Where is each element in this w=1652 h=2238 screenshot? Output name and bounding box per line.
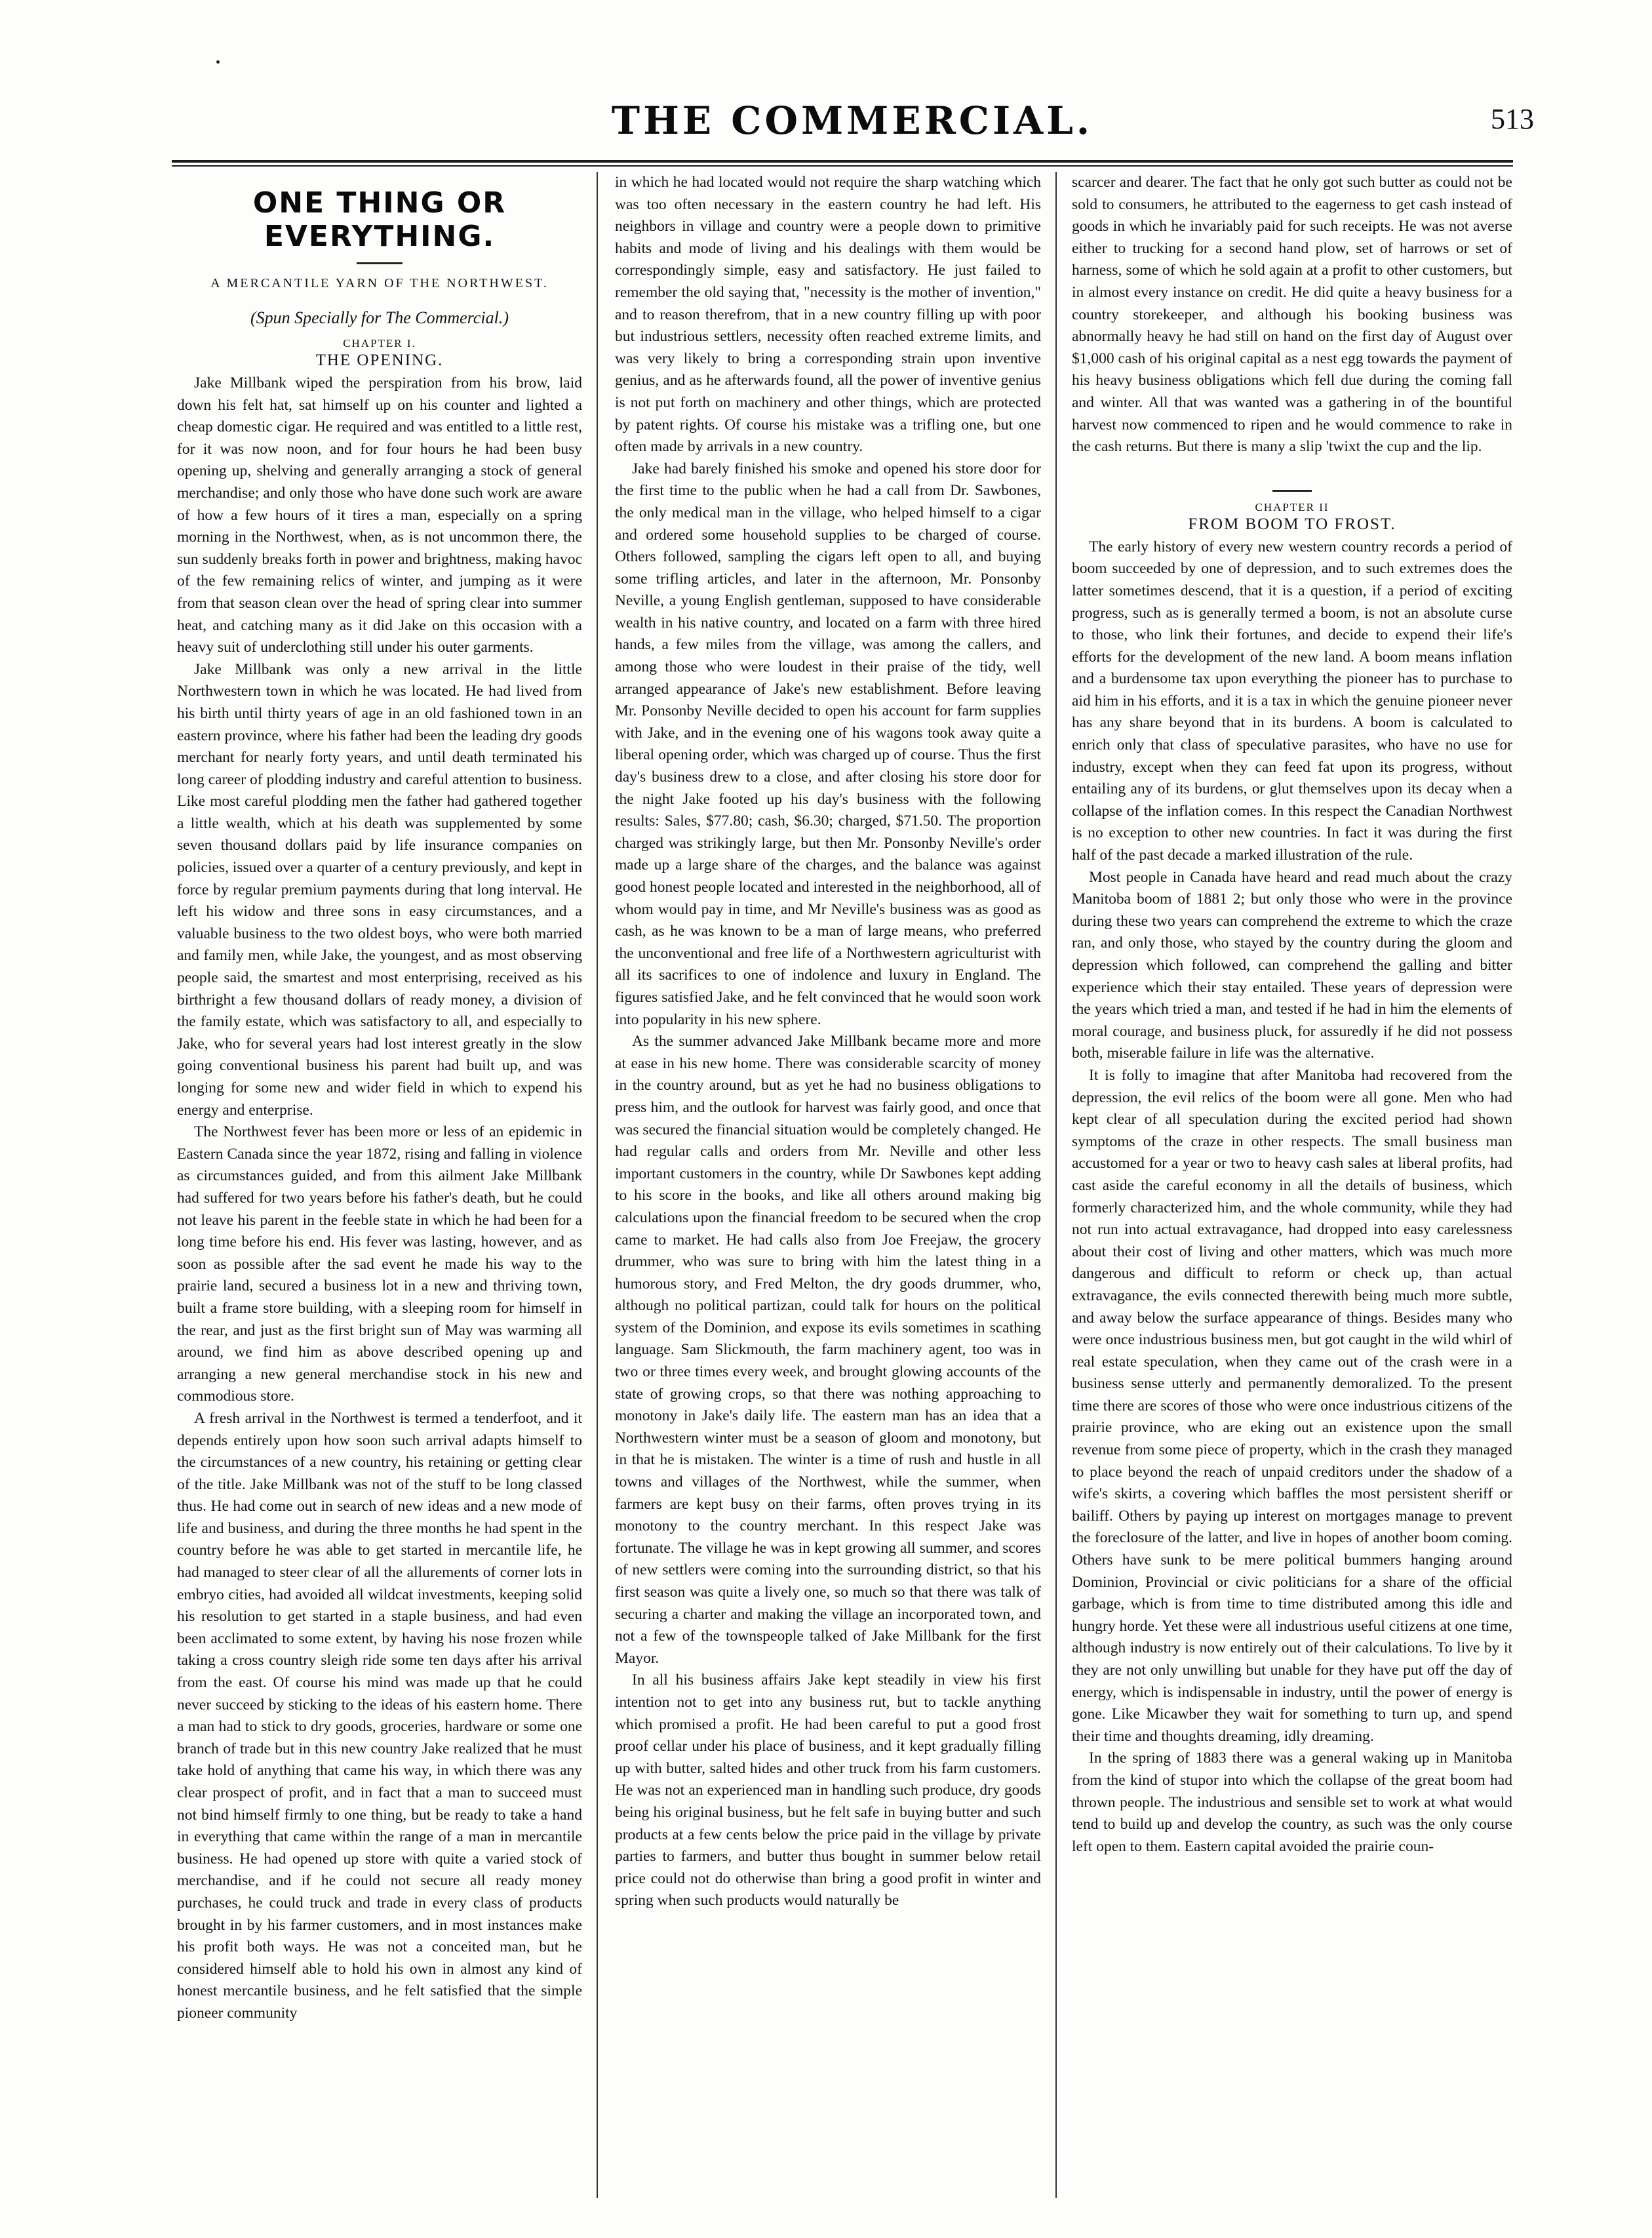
paragraph: The Northwest fever has been more or less of an epidemic in Eastern Canada since the year 1872, rising and falling in violence as circumstances guided, and from this ailment Jake Millbank had suffered for two years before his father's death, but he could not leave his parent in the feeble state in which he had been for a long time before his end. His fever was lasting, however, and as soon as possible after the sad event he made his way to the prairie land, secured a business lot in a new and thriving town, built a frame store building, with a sleeping room for himself in the rear, and just as the first bright sun of May was warming all around, we find him as above described opening up and arranging a new general merchandise stock in his new and commodious store. xyxy=(177,1123,582,1405)
paragraph: Jake Millbank was only a new arrival in the little Northwestern town in which he was located. He had lived from his birth until thirty years of age in an old fashioned town in an eastern province, where his father had been the leading dry goods merchant for nearly forty years, and until death terminated his long career of plodding industry and careful attention to business. Like most careful plodding men the father had gathered together a little wealth, which at his death was supplemented by some seven thousand dollars paid by life insurance companies on policies, issued over a quarter of a century previously, and kept in force by regular premium payments during that long interval. He left his widow and three sons in easy circumstances, and a valuable business to the two oldest boys, who were both married and family men, while Jake, the youngest, and as most observing people said, the smartest and most enterprising, received as his birthright a few thousand dollars of ready money, a division of the family estate, which was satisfactory to all, and especially to Jake, who for several years had lost interest greatly in the slow going conventional business his parent had built up, and was longing for some new and wider field in which to expend his energy and enterprise. xyxy=(177,660,582,1119)
masthead xyxy=(170,98,1534,151)
chapter-label: CHAPTER I. xyxy=(343,337,416,350)
story-title: ONE THING OR EVERYTHING. xyxy=(252,186,507,253)
story-byline: (Spun Specially for The Commercial.) xyxy=(250,308,509,327)
title-rule xyxy=(357,262,403,264)
column-divider xyxy=(1055,172,1057,2198)
paragraph: Jake had barely finished his smoke and opened his store door for the first time to the public when he had a call from Dr. Sawbones, the only medical man in the village, who helped himself to a cigar and ordered some household supplies to be charged of course. Others followed, sampling the cigars left open to all, and buying some trifling articles, and later in the afternoon, Mr. Ponsonby Neville, a young English gentleman, supposed to have considerable wealth in his native country, and located on a farm with three hired hands, a few miles from the village, was among the callers, and among those who were loudest in their praise of the tidy, well arranged appearance of Jake's new establishment. Before leaving Mr. Ponsonby Neville decided to open his account for farm supplies with Jake, and in the evening one of his wagons took away quite a liberal opening order, which was charged up of course. Thus the first day's business drew to a close, and after closing his store door for the night Jake footed up his day's business with the following results: Sales, $77.80; cash, $6.30; charged, $71.50. The proportion charged was strikingly large, but then Mr. Ponsonby Neville's order made up a large share of the charges, and the balance was against good honest people located and interested in the neighborhood, all of whom would pay in time, and Mr Neville's business was as good as cash, as he was known to be a man of large means, who preferred the unconventional and free life of a Northwestern agriculturist with all its sacrifices to one of indolence and luxury in England. The figures satisfied Jake, and he felt convinced that he would soon work into popularity in his new sphere. xyxy=(615,460,1041,1028)
chapter-title: THE OPENING. xyxy=(315,351,444,369)
paragraph: scarcer and dearer. The fact that he only got such butter as could not be sold to consumers, he attributed to the eagerness to get cash instead of goods in which he invariably paid for such receipts. He was not averse either to trucking for a second hand plow, set of harrows or set of harness, some of which he sold again at a profit to other customers, but in almost every instance on credit. He did quite a heavy business for a country storekeeper, and although his booking business was abnormally heavy he had still on hand on the first day of August over $1,000 cash of his original capital as a nest egg towards the payment of his heavy business obligations which fell due during the coming fall and winter. All that was wanted was a gathering in of the bountiful harvest now commenced to ripen and he would commence to rake in the cash returns. But there is many a slip 'twixt the cup and the lip. xyxy=(1072,174,1512,456)
section-gap xyxy=(1072,458,1512,490)
paragraph: In the spring of 1883 there was a general waking up in Manitoba from the kind of stupor into which the collapse of the great boom had thrown people. The industrious and sensible set to work at what would tend to build up and develop the country, as such was the only course left open to them. Eastern capital avoided the prairie coun- xyxy=(1072,1749,1512,1855)
print-speck xyxy=(216,60,220,64)
paragraph: Most people in Canada have heard and read much about the crazy Manitoba boom of 1881 2; but only those who were in the province during these two years can comprehend the extreme to which the craze ran, and only those, who stayed by the country during the gloom and depression which followed, can comprehend the galling and bitter experience which their stay entailed. These years of depression were the years which tried a man, and tested if he had in him the elements of moral courage, and business pluck, for assuredly if he did not possess both, miserable failure in life was the alternative. xyxy=(1072,868,1512,1062)
paragraph: Jake Millbank wiped the perspiration from his brow, laid down his felt hat, sat himself up on his counter and lighted a cheap domestic cigar. He required and was entitled to a little rest, for it was now noon, and for four hours he had been busy opening up, shelving and generally arranging a stock of general merchandise; and only those who have done such work are aware of how a few hours of it tires a man, especially on a spring morning in the Northwest, when, as is not uncommon there, the sun suddenly breaks forth in power and brightness, making havoc of the few remaining relics of winter, and jumping as it were from that season clean over the head of spring clear into summer heat, and catching many as it did Jake on this occasion with a heavy suit of underclothing still under his outer garments. xyxy=(177,374,582,656)
paragraph: It is folly to imagine that after Manitoba had recovered from the depression, the evil relics of the boom were all gone. Men who had kept clear of all speculation during the excited period had shown symptoms of the craze in other respects. The small business man accustomed for a year or two to heavy cash sales at liberal profits, had cast aside the careful economy in all the details of business, which formerly characterized him, and the whole community, while they had not run into actual extravagance, had dropped into easy carelessness about their cost of living and other matters, which was much more dangerous and difficult to reform or check up, than actual extravagance, the evils connected therewith being much more subtle, and away below the surface appearance of things. Besides many who were once industrious business men, but got caught in the wild whirl of real estate speculation, when they came out of the crash were in a business sense utterly and permanently demoralized. To the present time there are scores of those who were once industrious citizens of the prairie province, who are eking out an existence upon the small revenue from some piece of property, which in the crash they managed to place beyond the reach of unpaid creditors under the shadow of a wife's skirts, a covering which baffles the most persistent sheriff or bailiff. Others by paying up interest on mortgages manage to prevent the foreclosure of the latter, and live in hopes of another boom coming. Others have sunk to be mere political bummers hanging around Dominion, Provincial or civic politicians for a share of the official garbage, which is from time to time distributed among this idle and hungry horde. Yet these were all industrious useful citizens at one time, although industry is now entirely out of their calculations. To live by it they are not only unwilling but unable for they have put off the day of energy, which is indispensable in industry, until the power of energy is gone. Like Micawber they wait for something to turn up, and spend their time and thoughts dreaming, idly dreaming. xyxy=(1072,1066,1512,1745)
paragraph: A fresh arrival in the Northwest is termed a tenderfoot, and it depends entirely upon how soon such arrival adapts himself to the circumstances of a new country, his retaining or getting clear of the title. Jake Millbank was not of the stuff to be long classed thus. He had come out in search of new ideas and a new mode of life and business, and during the three months he had spent in the country before he was able to get started in mercantile life, he had managed to steer clear of all the allurements of corner lots in embryo cities, had avoided all wildcat investments, keeping solid his resolution to get started in a staple business, and had even been acclimated to some extent, by having his nose frozen while taking a cross country sleigh ride some ten days after his arrival from the east. Of course his mind was made up that he could never succeed by sticking to the ideas of his eastern home. There a man had to stick to dry goods, groceries, hardware or some one branch of trade but in this new country Jake realized that he must take hold of anything that came his way, in which there was any clear prospect of profit, and in fact that a man to succeed must not bind himself firmly to one thing, but be ready to take a hand in everything that came within the range of a man in mercantile business. He had opened up store with quite a varied stock of merchandise, and if he could not secure all ready money purchases, he could truck and trade in every class of products brought in by his farmer customers, and in most instances make his profit both ways. He was not a conceited man, but he considered himself able to hold his own in almost any kind of honest mercantile business, and he felt satisfied that the simple pioneer community xyxy=(177,1409,582,2022)
story-subtitle: A MERCANTILE YARN OF THE NORTHWEST. xyxy=(210,276,549,290)
column-2 xyxy=(615,172,1041,2205)
paragraph: As the summer advanced Jake Millbank became more and more at ease in his new home. There was considerable scarcity of money in the country around, but as yet he had no business obligations to press him, and the outlook for harvest was fairly good, and once that was secured the financial situation would be completely changed. He had regular calls and orders from Mr. Neville and other less important customers in the country, while Dr Sawbones kept adding to his score in the books, and like all others around making big calculations upon the financial freedom to be secured when the crop came to market. He had calls also from Joe Freejaw, the grocery drummer, who was sure to bring with him the latest thing in a humorous story, and Fred Melton, the dry goods drummer, who, although no political partizan, could talk for hours on the political system of the Dominion, and expose its evils sometimes in scathing language. Sam Slickmouth, the farm machinery agent, too was in two or three times every week, and brought glowing accounts of the state of growing crops, so that there was nothing approaching to monotony in Jake's daily life. The eastern man has an idea that a Northwestern winter must be a season of gloom and monotony, but in that he is mistaken. The winter is a time of rush and hustle in all towns and villages of the Northwest, while the summer, when farmers are kept busy on their farms, often proves trying in its monotony to the country merchant. In this respect Jake was fortunate. The village he was in kept growing all summer, and scores of new settlers were coming into the surrounding district, so that his first season was quite a lively one, so much so that there was talk of securing a charter and making the village an incorporated town, and not a few of the townspeople talked of Jake Millbank for the first Mayor. xyxy=(615,1033,1041,1667)
masthead-title: THE COMMERCIAL. xyxy=(611,98,1093,143)
column-1 xyxy=(177,172,582,2205)
paragraph: The early history of every new western country records a period of boom succeeded by one of depression, and to such extremes does the latter sometimes descend, that it is a question, if a period of exciting progress, such as is generally termed a boom, is not an absolute curse to those, who link their fortunes, and decide to expend their life's efforts for the development of the new land. A boom means inflation and a burdensome tax upon everything the pioneer has to purchase to aid him in his efforts, and it is a tax in which the genuine pioneer never has any share beyond that in its burdens. A boom is calculated to enrich only that class of speculative parasites, who have no use for industry, except when they can feed fat upon its progress, without entailing any of its burdens, or glut themselves upon its decay when a collapse of the inflation comes. In this respect the Canadian Northwest is no exception to other new countries. In fact it was during the first half of the past decade a marked illustration of the rule. xyxy=(1072,538,1512,864)
page-number: 513 xyxy=(1491,103,1534,135)
paragraph: In all his business affairs Jake kept steadily in view his first intention not to get into any business rut, but to tackle anything which promised a profit. He had been careful to put a good frost proof cellar under his place of business, and it kept gradually filling up with butter, salted hides and other truck from his farm customers. He was not an experienced man in handling such produce, dry goods being his original business, but he felt safe in buying butter and such products at a few cents below the price paid in the village by private parties to farmers, and butter thus bought in summer below retail price could not do otherwise than bring a good profit in winter and spring when such products would naturally be xyxy=(615,1671,1041,1909)
column-divider xyxy=(597,172,598,2198)
chapter-rule xyxy=(1272,490,1312,492)
paragraph: in which he had located would not require the sharp watching which was too often necessary in the eastern country he had left. His neighbors in village and country were a people down to primitive habits and mode of living and his dealings with them would be correspondingly simple, easy and satisfactory. He just failed to remember the old saying that, "necessity is the mother of invention," and to reason therefrom, that in a new country filling up with poor but industrious settlers, necessity often reached extreme limits, and was very likely to bring a corresponding strain upon inventive genius, and as he afterwards found, all the power of inventive genius is not put forth on machinery and other things, which are protected by patent rights. Of course his mistake was a trifling one, but one often made by arrivals in a new country. xyxy=(615,174,1041,456)
chapter-label: CHAPTER II xyxy=(1255,500,1329,513)
chapter-title: FROM BOOM TO FROST. xyxy=(1188,515,1396,533)
column-3 xyxy=(1072,172,1512,2205)
masthead-rule xyxy=(172,160,1513,163)
masthead-rule-thin xyxy=(172,165,1513,167)
